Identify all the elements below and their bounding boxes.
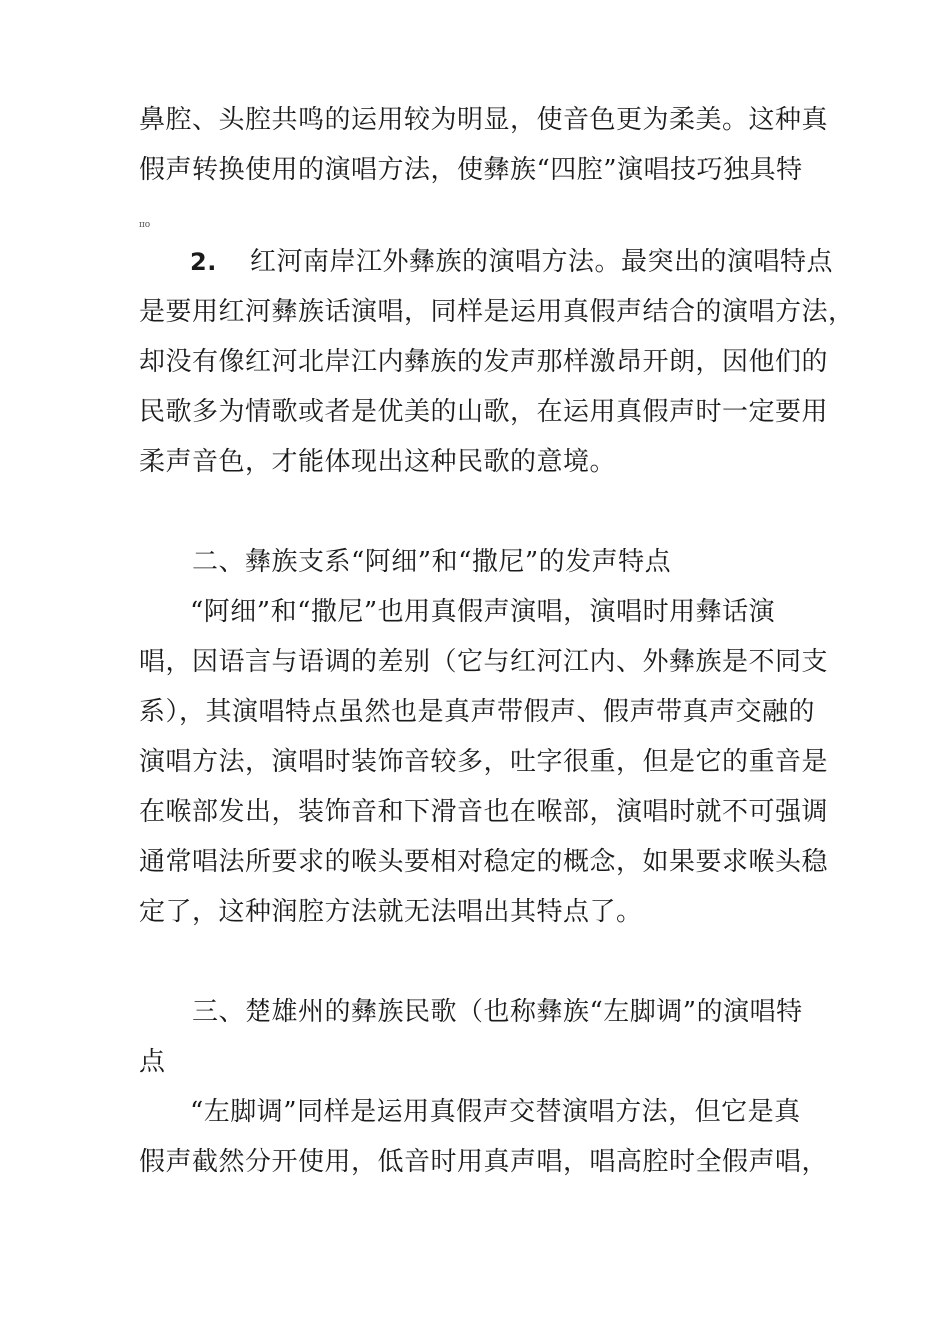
paragraph-line: 唱，因语言与语调的差别（它与红河江内、外彝族是不同支 [139, 647, 829, 677]
footnote-mark: ɪɪo [139, 220, 151, 230]
list-item-2 [190, 246, 833, 278]
list-number: 2. [190, 248, 217, 276]
paragraph-line: 系），其演唱特点虽然也是真声带假声、假声带真声交融的 [139, 697, 816, 727]
paragraph-line: 柔声音色，才能体现出这种民歌的意境。 [139, 447, 617, 477]
paragraph-line: 鼻腔、头腔共鸣的运用较为明显，使音色更为柔美。这种真 [139, 105, 829, 135]
paragraph-line: 假声截然分开使用，低音时用真声唱，唱高腔时全假声唱， [139, 1147, 829, 1177]
paragraph-line: “左脚调”同样是运用真假声交替演唱方法，但它是真 [190, 1097, 801, 1127]
paragraph-line: 却没有像红河北岸江内彝族的发声那样激昂开朗，因他们的 [139, 347, 829, 377]
paragraph-line: 演唱方法，演唱时装饰音较多，吐字很重，但是它的重音是 [139, 747, 829, 777]
paragraph-line: 民歌多为情歌或者是优美的山歌，在运用真假声时一定要用 [139, 397, 829, 427]
paragraph-line: “阿细”和“撒尼”也用真假声演唱，演唱时用彝话演 [190, 597, 776, 627]
paragraph-line: 通常唱法所要求的喉头要相对稳定的概念，如果要求喉头稳 [139, 847, 829, 877]
section-heading-2: 二、彝族支系“阿细”和“撒尼”的发声特点 [192, 547, 672, 577]
section-heading-3-cont: 点 [139, 1047, 166, 1077]
list-item-first-line: 红河南岸江外彝族的演唱方法。最突出的演唱特点 [250, 247, 834, 277]
paragraph-line: 定了，这种润腔方法就无法唱出其特点了。 [139, 897, 643, 927]
paragraph-line: 假声转换使用的演唱方法，使彝族“四腔”演唱技巧独具特 [139, 155, 803, 185]
section-heading-3: 三、楚雄州的彝族民歌（也称彝族“左脚调”的演唱特 [192, 997, 803, 1027]
paragraph-line: 在喉部发出，装饰音和下滑音也在喉部，演唱时就不可强调 [139, 797, 829, 827]
paragraph-line: 是要用红河彝族话演唱，同样是运用真假声结合的演唱方法， [139, 297, 855, 327]
